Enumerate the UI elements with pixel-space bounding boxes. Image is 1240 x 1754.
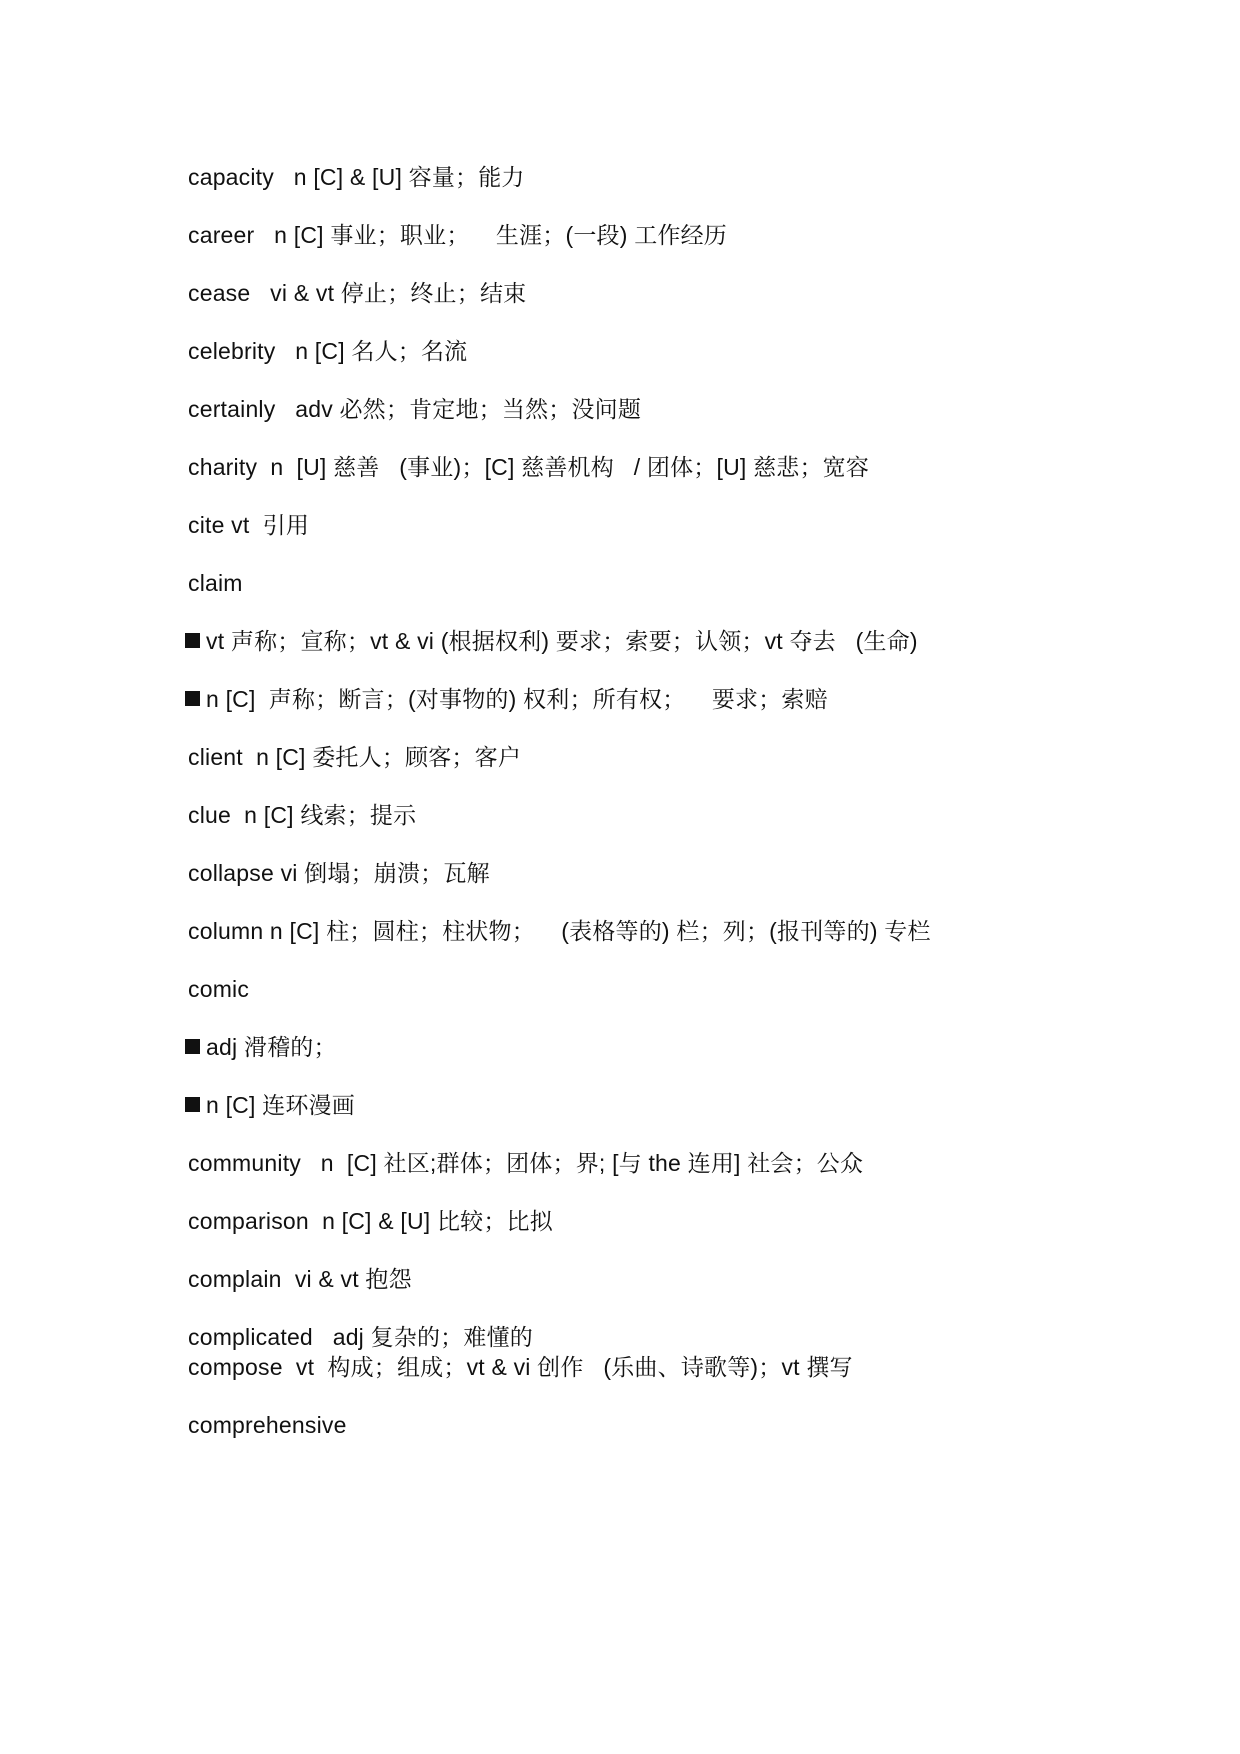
entry-clue [188, 800, 416, 830]
entry-celebrity [188, 336, 467, 366]
entry-community [188, 1148, 863, 1178]
entry-text: adj 滑稽的； [206, 1034, 337, 1060]
entry-text: charity n [U] 慈善 (事业)；[C] 慈善机构 / 团体；[U] 慈悲；宽容 [188, 454, 870, 480]
entry-certainly [188, 394, 641, 424]
entry-text: claim [188, 570, 243, 596]
square-bullet-icon [185, 691, 200, 706]
square-bullet-icon [185, 633, 200, 648]
entry-comic [188, 974, 249, 1004]
entry-text: cite vt 引用 [188, 512, 310, 538]
entry-comic-noun [185, 1090, 355, 1120]
entry-charity [188, 452, 869, 482]
entry-text: vt 声称；宣称；vt & vi (根据权利) 要求；索要；认领；vt 夺去 (生命) [206, 628, 918, 654]
entry-comic-adj [185, 1032, 337, 1062]
entry-complicated [188, 1322, 533, 1352]
entry-complain [188, 1264, 412, 1294]
entry-capacity [188, 162, 525, 192]
entry-text: complain vi & vt 抱怨 [188, 1266, 412, 1292]
entry-text: certainly adv 必然；肯定地；当然；没问题 [188, 396, 642, 422]
entry-text: n [C] 连环漫画 [206, 1092, 355, 1118]
square-bullet-icon [185, 1097, 200, 1112]
entry-text: cease vi & vt 停止；终止；结束 [188, 280, 527, 306]
entry-claim-noun [185, 684, 828, 714]
entry-career [188, 220, 727, 250]
entry-text: client n [C] 委托人；顾客；客户 [188, 744, 522, 770]
entry-text: collapse vi 倒塌；崩溃；瓦解 [188, 860, 490, 886]
entry-text: community n [C] 社区;群体；团体；界; [与 the 连用] 社会；公众 [188, 1150, 864, 1176]
entry-cease [188, 278, 526, 308]
entry-claim-verb [185, 626, 918, 656]
entry-text: career n [C] 事业；职业； 生涯；(一段) 工作经历 [188, 222, 727, 248]
entry-text: column n [C] 柱；圆柱；柱状物； (表格等的) 栏；列；(报刊等的) 专栏 [188, 918, 931, 944]
entry-cite [188, 510, 309, 540]
entry-text: clue n [C] 线索；提示 [188, 802, 417, 828]
entry-comprehensive [188, 1410, 347, 1440]
entry-column [188, 916, 931, 946]
entry-text: capacity n [C] & [U] 容量；能力 [188, 164, 525, 190]
entry-text: n [C] 声称；断言；(对事物的) 权利；所有权； 要求；索赔 [206, 686, 828, 712]
entry-collapse [188, 858, 490, 888]
square-bullet-icon [185, 1039, 200, 1054]
entry-text: celebrity n [C] 名人；名流 [188, 338, 468, 364]
entry-client [188, 742, 521, 772]
entry-compose [188, 1352, 853, 1382]
entry-text: comprehensive [188, 1412, 347, 1438]
entry-comparison [188, 1206, 553, 1236]
entry-text: comic [188, 976, 250, 1002]
entry-text: comparison n [C] & [U] 比较；比拟 [188, 1208, 553, 1234]
entry-text: complicated adj 复杂的；难懂的 [188, 1324, 533, 1350]
entry-claim [188, 568, 243, 598]
entry-text: compose vt 构成；组成；vt & vi 创作 (乐曲、诗歌等)；vt 撰写 [188, 1354, 853, 1380]
